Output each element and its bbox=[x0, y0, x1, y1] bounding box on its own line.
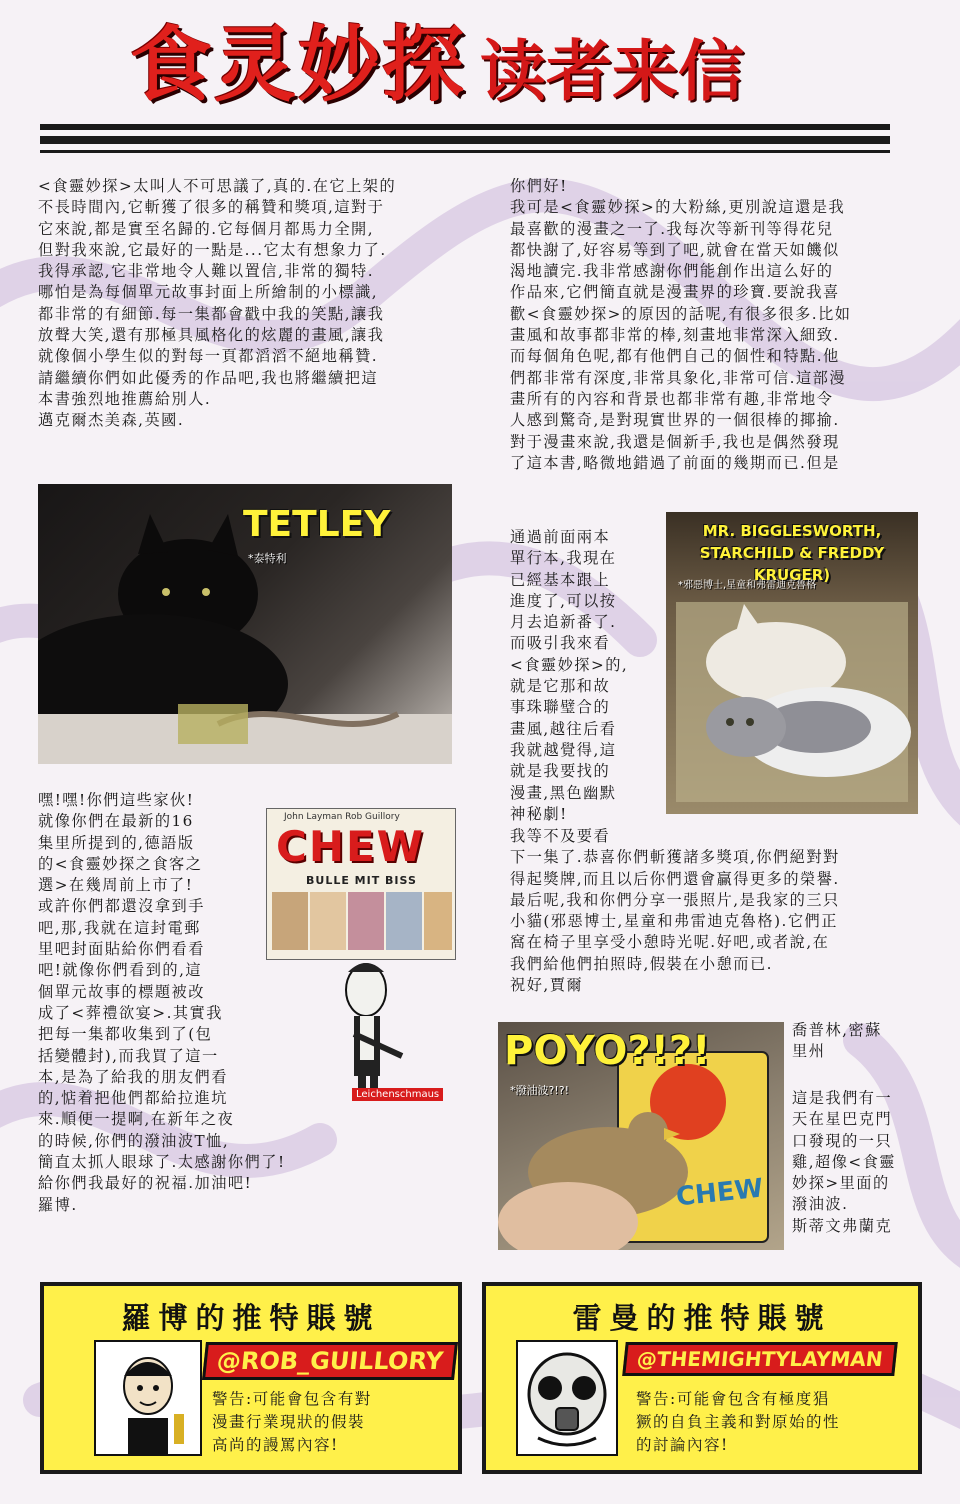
layman-gasmask-icon bbox=[518, 1342, 616, 1454]
rob-twitter-note: 警告:可能會包含有對 漫畫行業現狀的假裝 高尚的謾罵內容! bbox=[212, 1390, 372, 1454]
layman-twitter-box bbox=[482, 1282, 922, 1474]
rob-twitter-box bbox=[40, 1282, 462, 1474]
cover-art bbox=[262, 804, 462, 1114]
cover-authors: John Layman Rob Guillory bbox=[284, 812, 400, 822]
layman-avatar bbox=[516, 1340, 618, 1456]
header-rule bbox=[40, 124, 890, 130]
letter-1-text: <食靈妙探>太叫人不可思議了,真的.在它上架的 不長時間內,它斬獲了很多的稱贊和獎項,這對于 它來說,都是實至名歸的.它每個月都馬力全開, 但對我來說,它最好的一點是...它太有想象力了. 我得承認,它非常地令人難以置信,非常的獨特. 哪怕是為每個單元故事封面上所繪制的小標識, 都非常的有細節.每一集都會戳中我的笑點,讓我 放聲大笑,還有那極具風格化的炫麗的畫風,讓我 就像個小學生似的對每一頁都滔滔不絕地稱贊. 請繼續你們如此優秀的作品吧,我也將繼續把這 本書強烈地推薦給別人. 邁克爾杰美森,英國. bbox=[38, 177, 397, 430]
header-title-sub: 读者来信 bbox=[480, 33, 745, 110]
cats-caption-sub: *邪惡博士,星童和弗雷迪克魯格 bbox=[678, 580, 817, 591]
layman-twitter-handle[interactable]: @THEMIGHTYLAYMAN bbox=[622, 1342, 897, 1376]
cats-caption-title: MR. BIGGLESWORTH, STARCHILD & FREDDY KRUGER) bbox=[699, 522, 885, 584]
poyo-caption-sub: *潑油波?!?! bbox=[510, 1084, 569, 1097]
layman-twitter-note: 警告:可能會包含有極度猖 獗的自負主義和對原始的性 的討論內容! bbox=[636, 1390, 841, 1454]
rob-portrait-icon bbox=[96, 1342, 200, 1454]
poyo-book-logo: CHEW bbox=[674, 1173, 765, 1213]
cover-subtitle: BULLE MIT BISS bbox=[306, 874, 417, 887]
letter-2-text-bottom: 我等不及要看 下一集了.恭喜你們斬獲諸多獎項,你們絕對對 得起獎牌,而且以后你們還會贏得更多的榮譽. 最后呢,我和你們分享一張照片,是我家的三只 小貓(邪惡博士,星童和弗雷迪克魯格).它們正 窩在椅子里享受小憩時光呢.好吧,或者說,在 我們給他們拍照時,假裝在小憩而已. 祝好,賈爾 bbox=[510, 827, 840, 995]
cover-logo: CHEW bbox=[276, 822, 425, 871]
header-title-main: 食灵妙探 bbox=[130, 18, 467, 113]
rob-twitter-handle[interactable]: @ROB_GUILLORY bbox=[202, 1342, 458, 1380]
rob-avatar bbox=[94, 1340, 202, 1456]
header-rule bbox=[40, 150, 890, 153]
layman-twitter-title: 雷曼的推特賬號 bbox=[572, 1301, 832, 1335]
letter-2-text-side: 通過前面兩本 單行本,我現在 已經基本跟上 進度了,可以按 月去追新番了. 而吸引我來看 <食靈妙探>的, 就是它那和故 事珠聯璧合的 畫風,越往后看 我就越覺得,這 就是我要找的 漫畫,黑色幽默 神秘劇! bbox=[510, 528, 629, 823]
letter-2-signature: 喬普林,密蘇 里州 bbox=[792, 1021, 882, 1061]
rob-twitter-title: 羅博的推特賬號 bbox=[121, 1301, 381, 1335]
cover-tagline: Leichenschmaus bbox=[352, 1088, 443, 1101]
header-rule bbox=[40, 136, 890, 144]
letter-4-text: 這是我們有一 天在星巴克門 口發現的一只 雞,超像<食靈 妙探>里面的 潑油波. 斯蒂文弗蘭克 bbox=[792, 1089, 896, 1235]
letter-3-text: 嘿!嘿!你們這些家伙! 就像你們在最新的16 集里所提到的,德語版 的<食靈妙探之食客之 選>在幾周前上市了! 或許你們都還沒拿到手 吧,那,我就在這封電郵 里吧封面貼給你們看看 吧!就像你們看到的,這 個單元故事的標題被改 成了<葬禮欲宴>.其實我 把每一集都收集到了(包 括變體封),而我買了這一 本,是為了給我的朋友們看 的,惦着把他們都給拉進坑 來.順便一提啊,在新年之夜 的時候,你們的潑油波T恤, 簡直太抓人眼球了.太感謝你們了! 給你們我最好的祝福.加油吧! 羅博. bbox=[38, 791, 286, 1214]
cats-photo bbox=[666, 512, 918, 814]
chew-german-cover bbox=[262, 804, 462, 1114]
tetley-caption-title: TETLEY bbox=[243, 504, 391, 545]
tetley-caption-sub: *泰特利 bbox=[248, 552, 287, 565]
poyo-caption-title: POYO?!?! bbox=[504, 1028, 711, 1074]
page-header bbox=[130, 18, 890, 114]
tetley-photo bbox=[38, 484, 452, 764]
poyo-photo bbox=[498, 1022, 784, 1250]
letter-2-text-top: 你們好! 我可是<食靈妙探>的大粉絲,更別說這還是我 最喜歡的漫畫之一了.我每次等新刊等得花兒 都快謝了,好容易等到了吧,就會在當天如饑似 渴地讀完.我非常感謝你們能創作出這么好的 作品來,它們簡直就是漫畫界的珍寶.要說我喜 歡<食靈妙探>的原因的話呢,有很多很多.比如 畫風和故事都非常的棒,刻畫地非常深入細致. 而每個角色呢,都有他們自己的個性和特點.他 們都非常有深度,非常具象化,非常可信.這部漫 畫所有的內容和背景也都非常有趣,非常地令 人感到驚奇,是對現實世界的一個很棒的揶揄. 對于漫畫來說,我還是個新手,我也是偶然發現 了這本書,略微地錯過了前面的幾期而已.但是 bbox=[510, 177, 852, 472]
